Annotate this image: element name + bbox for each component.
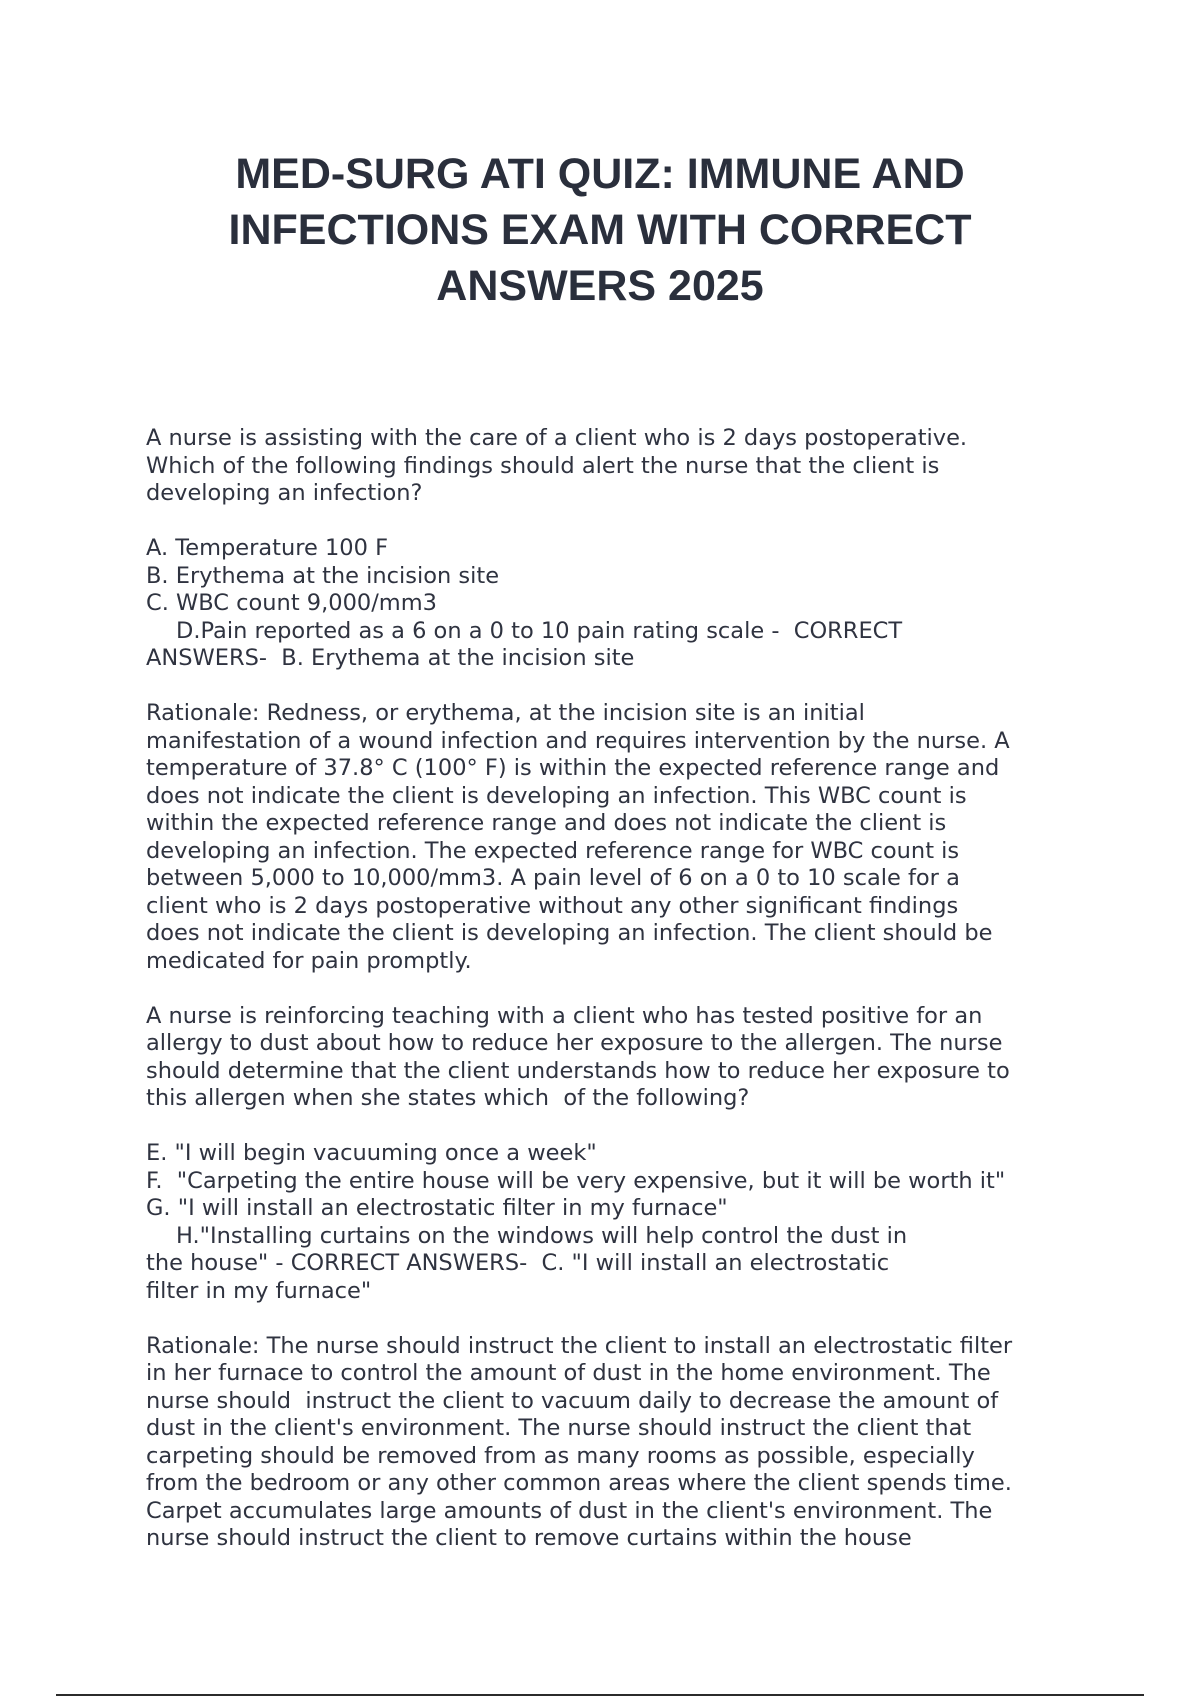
answer-option: C. WBC count 9,000/mm3 — [146, 590, 437, 616]
question-line: A nurse is reinforcing teaching with a client who has tested positive for an — [146, 1002, 983, 1029]
rationale-line: Carpet accumulates large amounts of dust in the client's environment. The — [146, 1497, 993, 1524]
answer-option: F. "Carpeting the entire house will be very expensive, but it will be worth it" — [146, 1167, 1006, 1194]
question-1-options — [146, 535, 1086, 673]
rationale-line: carpeting should be removed from as many rooms as possible, especially — [146, 1442, 975, 1469]
rationale-line: Rationale: The nurse should instruct the client to install an electrostatic filter — [146, 1332, 1013, 1359]
rationale-line: manifestation of a wound infection and requires intervention by the nurse. A — [146, 727, 1010, 754]
rationale-line: nurse should instruct the client to remove curtains within the house — [146, 1525, 912, 1551]
question-line: A nurse is assisting with the care of a client who is 2 days postoperative. — [146, 425, 968, 451]
rationale-line: developing an infection. The expected reference range for WBC count is — [146, 837, 960, 864]
answer-option: B. Erythema at the incision site — [146, 562, 500, 589]
question-line: this allergen when she states which of the following? — [146, 1085, 750, 1111]
rationale-line: client who is 2 days postoperative without any other significant findings — [146, 892, 959, 919]
question-2-rationale — [146, 1333, 1086, 1553]
rationale-line: does not indicate the client is developing an infection. The client should be — [146, 920, 993, 946]
answer-option-with-correct-answer: H."Installing curtains on the windows will help control the dust in — [176, 1222, 908, 1249]
title-line: MED-SURG ATI QUIZ: IMMUNE AND — [235, 150, 965, 198]
question-2-options — [146, 1140, 1086, 1305]
title-line: ANSWERS 2025 — [436, 262, 764, 310]
rationale-line: within the expected reference range and does not indicate the client is — [146, 810, 947, 836]
question-line: developing an infection? — [146, 480, 423, 506]
rationale-line: does not indicate the client is developing an infection. This WBC count is — [146, 782, 967, 809]
footer-divider — [56, 1694, 1144, 1696]
question-line: Which of the following findings should alert the nurse that the client is — [146, 452, 940, 479]
rationale-line: dust in the client's environment. The nurse should instruct the client that — [146, 1415, 972, 1441]
answer-option-with-correct-answer: D.Pain reported as a 6 on a 0 to 10 pain rating scale - CORRECT — [176, 617, 903, 644]
rationale-line: medicated for pain promptly. — [146, 947, 472, 974]
answer-option: E. "I will begin vacuuming once a week" — [146, 1140, 597, 1166]
question-1-stem — [146, 425, 1086, 508]
rationale-line: from the bedroom or any other common areas where the client spends time. — [146, 1470, 1012, 1496]
document-title — [0, 146, 1200, 314]
correct-answer: the house" - CORRECT ANSWERS- C. "I will install an electrostatic — [146, 1250, 890, 1276]
title-line: INFECTIONS EXAM WITH CORRECT — [228, 206, 972, 254]
question-line: allergy to dust about how to reduce her exposure to the allergen. The nurse — [146, 1030, 1003, 1056]
answer-option: G. "I will install an electrostatic filter in my furnace" — [146, 1195, 728, 1221]
answer-option: A. Temperature 100 F — [146, 535, 389, 561]
rationale-line: nurse should instruct the client to vacuum daily to decrease the amount of — [146, 1387, 999, 1414]
question-2-stem — [146, 1003, 1086, 1113]
rationale-line: in her furnace to control the amount of dust in the home environment. The — [146, 1360, 991, 1386]
correct-answer: filter in my furnace" — [146, 1277, 372, 1304]
question-line: should determine that the client understands how to reduce her exposure to — [146, 1057, 1010, 1084]
rationale-line: temperature of 37.8° C (100° F) is within the expected reference range and — [146, 755, 1000, 781]
question-1-rationale — [146, 700, 1086, 975]
document-body — [146, 425, 1086, 1580]
rationale-line: Rationale: Redness, or erythema, at the incision site is an initial — [146, 700, 865, 726]
rationale-line: between 5,000 to 10,000/mm3. A pain level of 6 on a 0 to 10 scale for a — [146, 865, 960, 891]
correct-answer: ANSWERS- B. Erythema at the incision site — [146, 645, 635, 671]
